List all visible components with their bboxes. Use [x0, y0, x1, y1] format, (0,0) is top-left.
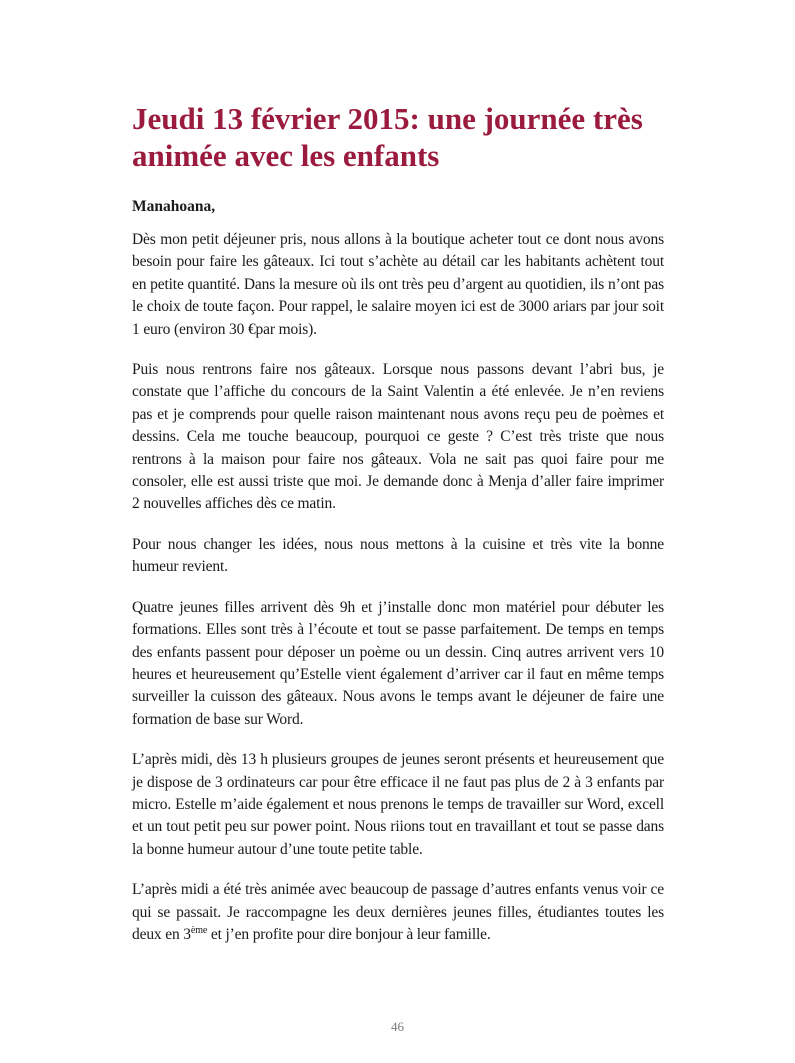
greeting: Manahoana,: [132, 198, 216, 215]
paragraph-6-text-start: L’après midi a été très animée avec beaucoup de passage d’autres enfants venus voir ce qui se passait. Je raccompagne les deux dernières jeunes filles, étudiantes toutes les deux en 3: [132, 881, 664, 943]
body-text: [132, 229, 664, 964]
paragraph-5: L’après midi, dès 13 h plusieurs groupes de jeunes seront présents et heureusement que je dispose de 3 ordinateurs car pour être efficace il ne faut pas plus de 2 à 3 enfants par micro. Estelle m’aide également et nous prenons le temps de travailler sur Word, excell et un tout petit peu sur power point. Nous riions tout en travaillant et tout se passe dans la bonne humeur autour d’une toute petite table.: [132, 751, 664, 858]
paragraph-1: Dès mon petit déjeuner pris, nous allons à la boutique acheter tout ce dont nous avons besoin pour faire les gâteaux. Ici tout s’achète au détail car les habitants achètent tout en petite quantité. Dans la mesure où ils ont très peu d’argent au quotidien, ils n’ont pas le choix de toute façon. Pour rappel, le salaire moyen ici est de 3000 ariars par jour soit 1 euro (environ 30 €par mois).: [132, 231, 664, 338]
paragraph-6: [132, 879, 664, 946]
page-number: 46: [391, 1019, 404, 1034]
paragraph-3: Pour nous changer les idées, nous nous mettons à la cuisine et très vite la bonne humeur revient.: [132, 535, 664, 576]
page-title: Jeudi 13 février 2015: une journée très animée avec les enfants: [132, 101, 643, 173]
paragraph-6-text-end: et j’en profite pour dire bonjour à leur famille.: [207, 925, 491, 943]
paragraph-4: Quatre jeunes filles arrivent dès 9h et j’installe donc mon matériel pour débuter les formations. Elles sont très à l’écoute et tout se passe parfaitement. De temps en temps des enfants passent pour déposer un poème ou un dessin. Cinq autres arrivent vers 10 heures et heureusement qu’Estelle vient également d’arriver car il faut en même temps surveiller la cuisson des gâteaux. Nous avons le temps avant le déjeuner de faire une formation de base sur Word.: [132, 598, 664, 728]
ordinal-superscript: ème: [190, 924, 208, 936]
paragraph-2: Puis nous rentrons faire nos gâteaux. Lorsque nous passons devant l’abri bus, je constate que l’affiche du concours de la Saint Valentin a été enlevée. Je n’en reviens pas et je comprends pour quelle raison maintenant nous avons reçu peu de poèmes et dessins. Cela me touche beaucoup, pourquoi ce geste ? C’est très triste que nous rentrons à la maison pour faire nos gâteaux. Vola ne sait pas quoi faire pour me consoler, elle est aussi triste que moi. Je demande donc à Menja d’aller faire imprimer 2 nouvelles affiches dès ce matin.: [132, 361, 664, 513]
